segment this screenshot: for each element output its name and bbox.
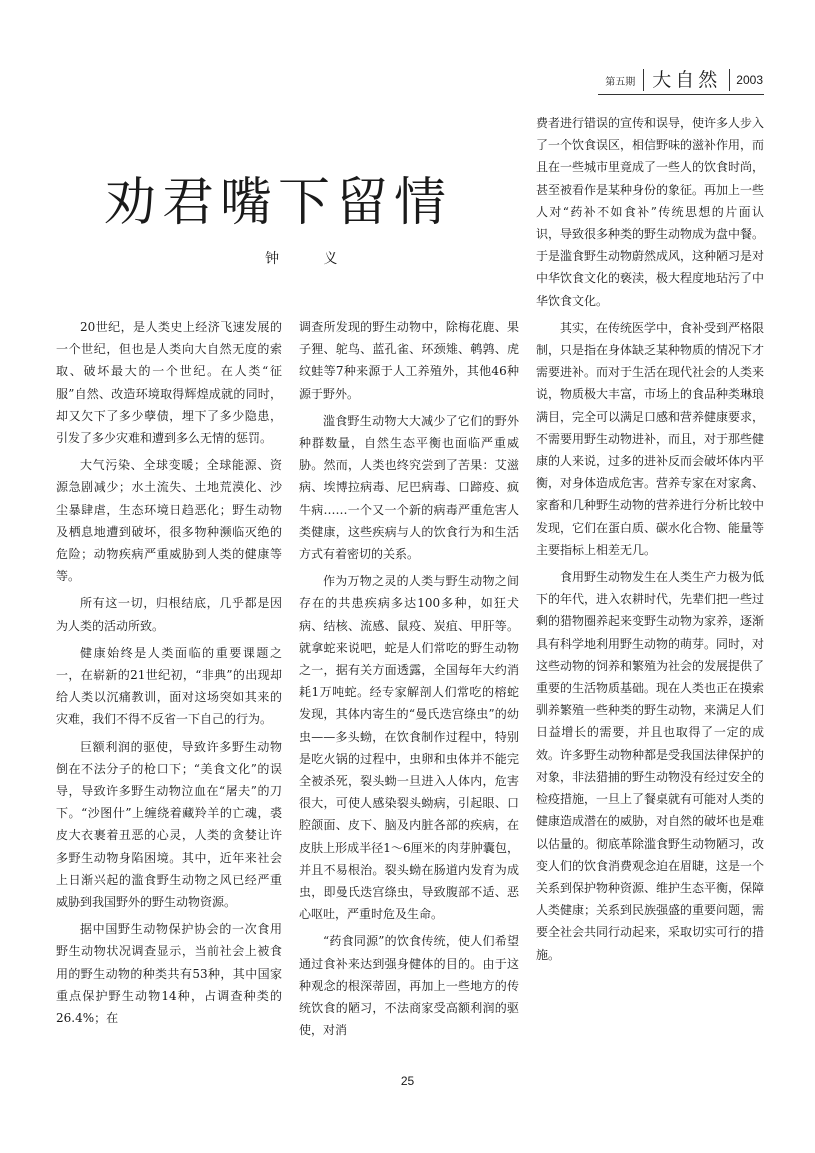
paragraph: 调查所发现的野生动物中，除梅花鹿、果子狸、鸵鸟、蓝孔雀、环颈雉、鹌鹑、虎纹蛙等7种来源于人工养殖外，其他46种源于野外。 — [299, 320, 519, 401]
issue-year: 2003 — [736, 73, 763, 87]
paragraph: 巨额利润的驱使，导致许多野生动物倒在不法分子的枪口下；“美食文化”的误导，导致许多野生动物泣血在“屠夫”的刀下。“沙图什”上缠绕着藏羚羊的亡魂，裘皮大衣裹着丑恶的心灵，人类的贪婪让许多野生动物身陷困境。其中，近年来社会上日渐兴起的滥食野生动物之风已经严重威胁到我国野外的野生动物资源。 — [56, 739, 282, 910]
paragraph: 食用野生动物发生在人类生产力极为低下的年代，进入农耕时代，先辈们把一些过剩的猎物圈养起来变野生动物为家养，逐渐具有科学地利用野生动物的萌芽。同时，对这些动物的饲养和繁殖为社会的发展提供了重要的生活物质基础。现在人类也正在摸索驯养繁殖一些种类的野生动物，来满足人们日益增长的需要，并且也取得了一定的成效。许多野生动物种都是受我国法律保护的对象，非法猎捕的野生动物没有经过安全的检疫措施，一旦上了餐桌就有可能对人类的健康造成潜在的威胁，对自然的破坏也是难以估量的。彻底革除滥食野生动物陋习，改变人们的饮食消费观念迫在眉睫，这是一个关系到保护物种资源、维护生态平衡，保障人类健康；关系到民族强盛的重要问题，需要全社会共同行动起来，采取切实可行的措施。 — [536, 570, 765, 962]
paragraph: 所有这一切，归根结底，几乎都是因为人类的活动所致。 — [56, 596, 282, 633]
paragraph: 滥食野生动物大大减少了它们的野外种群数量，自然生态平衡也面临严重威胁。然而，人类也终究尝到了苦果：艾滋病、埃博拉病毒、尼巴病毒、口蹄疫、疯牛病……一个又一个新的病毒严重危害人类健康，这些疾病与人的饮食行为和生活方式有着密切的关系。 — [299, 413, 519, 562]
paragraph: 20世纪，是人类史上经济飞速发展的一个世纪，但也是人类向大自然无度的索取、破坏最大的一个世纪。在人类“征服”自然、改造环境取得辉煌成就的同时，却又欠下了多少孽债，埋下了多少隐患，引发了多少灾难和遭到多么无情的惩罚。 — [56, 320, 282, 446]
paragraph: 费者进行错误的宣传和误导，使许多人步入了一个饮食误区，相信野味的滋补作用，而且在一些城市里竟成了一些人的饮食时尚，甚至被看作是某种身份的象征。再加上一些人对“药补不如食补”传统思想的片面认识，导致很多种类的野生动物成为盘中餐。于是滥食野生动物蔚然成风，这种陋习是对中华饮食文化的亵渎，极大程度地玷污了中华饮食文化。 — [536, 116, 765, 308]
paragraph: 其实，在传统医学中，食补受到严格限制，只是指在身体缺乏某种物质的情况下才需要进补。而对于生活在现代社会的人类来说，物质极大丰富，市场上的食品种类琳琅满目，完全可以满足口感和营养健康要求，不需要用野生动物进补，而且，对于那些健康的人来说，过多的进补反而会破坏体内平衡，对身体造成危害。营养专家在对家禽、家畜和几种野生动物的营养进行分析比较中发现，它们在蛋白质、碳水化合物、能量等主要指标上相差无几。 — [536, 320, 765, 557]
article-title: 劝君嘴下留情 — [104, 173, 453, 233]
paragraph: 作为万物之灵的人类与野生动物之间存在的共患疾病多达100多种，如狂犬病、结核、流感、鼠疫、炭疽、甲肝等。就拿蛇来说吧，蛇是人们常吃的野生动物之一，据有关方面透露，全国每年大约消耗1万吨蛇。经专家解剖人们常吃的榕蛇发现，其体内寄生的“曼氏迭宫绦虫”的幼虫——多头蚴，在饮食制作过程中，特别是吃火锅的过程中，虫卵和虫体并不能完全被杀死，裂头蚴一旦进入人体内，危害很大，可使人感染裂头蚴病，引起眼、口腔颌面、皮下、脑及内脏各部的疾病，在皮肤上形成半径1～6厘米的肉芽肿囊包，并且不易根治。裂头蚴在肠道内发育为成虫，即曼氏迭宫绦虫，导致腹部不适、恶心呕吐，严重时危及生命。 — [299, 574, 519, 922]
header-rule — [598, 94, 764, 95]
running-header — [605, 68, 763, 92]
issue-label: 第五期 — [605, 76, 636, 88]
paragraph: 健康始终是人类面临的重要课题之一，在崭新的21世纪初，“非典”的出现却给人类以沉痛教训，面对这场突如其来的灾难，我们不得不反省一下自己的行为。 — [56, 645, 282, 727]
paragraph: 据中国野生动物保护协会的一次食用野生动物状况调查显示，当前社会上被食用的野生动物的种类共有53种，其中国家重点保护野生动物14种，占调查种类的26.4%；在 — [56, 922, 282, 1026]
text-column-3 — [536, 112, 764, 971]
page-number: 25 — [400, 1074, 415, 1088]
article-author: 钟 义 — [265, 251, 358, 267]
paragraph: “药食同源”的饮食传统，使人们希望通过食补来达到强身健体的目的。由于这种观念的根深蒂固，再加上一些地方的传统饮食的陋习，不法商家受高额利润的驱使，对消 — [299, 934, 519, 1038]
text-column-1 — [56, 316, 282, 1034]
text-column-2 — [299, 316, 519, 1047]
paragraph: 大气污染、全球变暖；全球能源、资源急剧减少；水土流失、土地荒漠化、沙尘暴肆虐，生态环境日趋恶化；野生动物及栖息地遭到破坏，很多物种濒临灭绝的危险；动物疾病严重威胁到人类的健康等等。 — [56, 458, 282, 584]
magazine-name: 大自然 — [643, 69, 730, 91]
